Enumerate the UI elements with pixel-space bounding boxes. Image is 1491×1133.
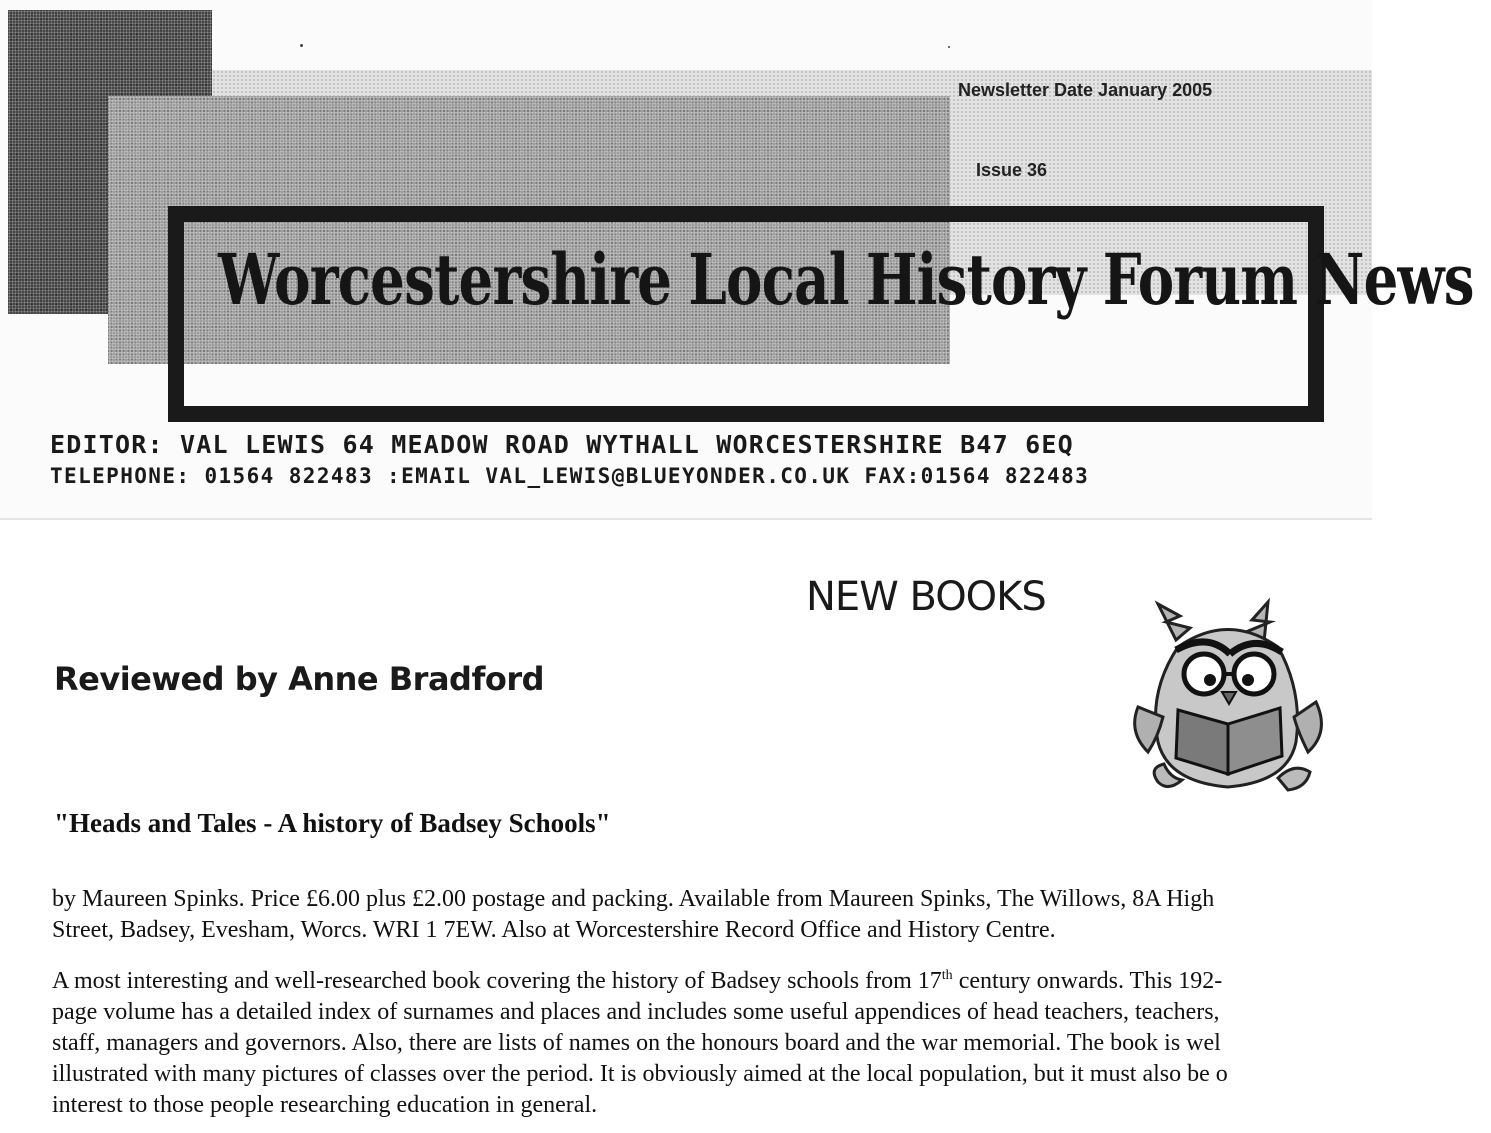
book-details-paragraph bbox=[52, 884, 1452, 946]
editor-address-line: EDITOR: VAL LEWIS 64 MEADOW ROAD WYTHALL WORCESTERSHIRE B47 6EQ bbox=[50, 430, 1074, 459]
paragraph-line: interest to those people researching education in general. bbox=[52, 1092, 598, 1118]
title-word: Forum bbox=[1102, 238, 1298, 321]
contact-details-line: TELEPHONE: 01564 822483 :EMAIL VAL_LEWIS@BLUEYONDER.CO.UK FAX:01564 822483 bbox=[50, 464, 1090, 488]
section-heading: NEW BOOKS bbox=[806, 574, 1046, 620]
paragraph-line bbox=[52, 966, 1452, 997]
review-body-paragraph bbox=[52, 966, 1452, 1121]
owl-reading-book-icon bbox=[1118, 592, 1338, 812]
text-run: century onwards. This 192- bbox=[952, 968, 1223, 994]
scan-speck bbox=[300, 44, 303, 47]
newsletter-masthead bbox=[0, 0, 1474, 520]
paragraph-line: staff, managers and governors. Also, there are lists of names on the honours board and the war memorial. The book is wel bbox=[52, 1030, 1221, 1056]
scan-speck bbox=[948, 46, 950, 48]
ordinal-suffix: th bbox=[941, 968, 953, 983]
paragraph-line: by Maureen Spinks. Price £6.00 plus £2.00 postage and packing. Available from Maureen Spinks, The Willows, 8A High bbox=[52, 886, 1215, 912]
newsletter-title bbox=[218, 238, 1491, 321]
reviewer-byline: Reviewed by Anne Bradford bbox=[54, 660, 545, 698]
title-word: Local bbox=[688, 238, 849, 321]
paragraph-line: Street, Badsey, Evesham, Worcs. WRI 1 7EW. Also at Worcestershire Record Office and History Centre. bbox=[52, 917, 1056, 943]
title-word: Worcestershire bbox=[218, 238, 672, 321]
paragraph-line: page volume has a detailed index of surnames and places and includes some useful appendices of head teachers, teachers, bbox=[52, 999, 1220, 1025]
book-title: "Heads and Tales - A history of Badsey Schools" bbox=[54, 808, 611, 838]
title-word: History bbox=[865, 238, 1086, 321]
issue-number: Issue 36 bbox=[976, 160, 1048, 180]
title-word: News bbox=[1314, 238, 1474, 321]
masthead-divider bbox=[0, 518, 1372, 520]
paragraph-line: illustrated with many pictures of classes over the period. It is obviously aimed at the local population, but it must also be o bbox=[52, 1061, 1228, 1087]
newsletter-date: Newsletter Date January 2005 bbox=[958, 80, 1213, 100]
text-run: A most interesting and well-researched book covering the history of Badsey schools from 17 bbox=[52, 968, 942, 994]
